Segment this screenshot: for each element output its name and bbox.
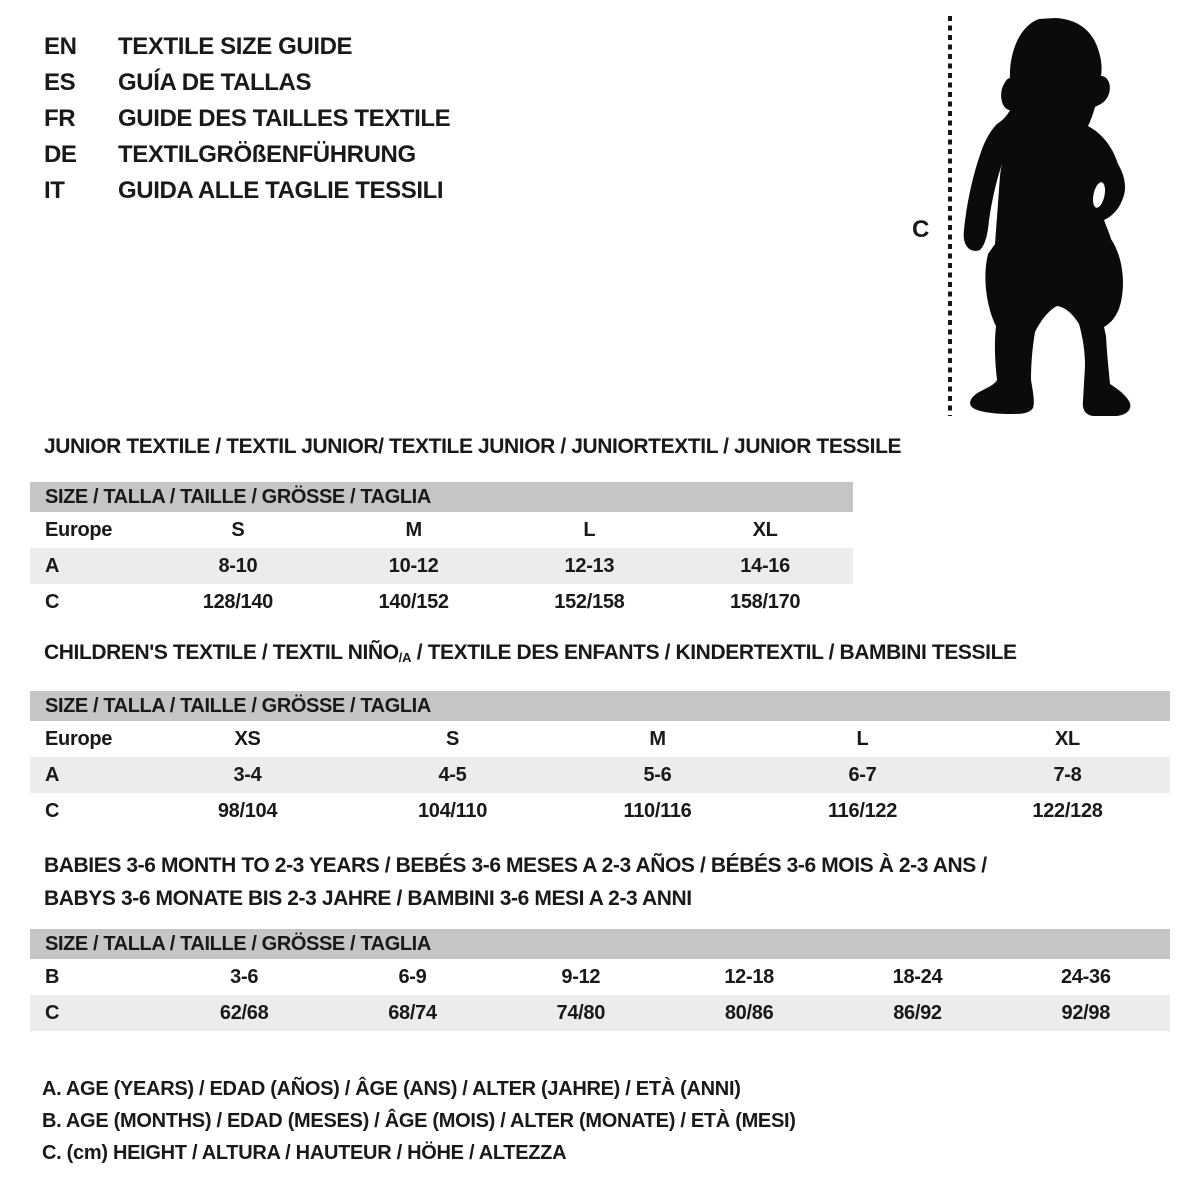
language-row — [44, 173, 450, 209]
table-row — [30, 959, 1170, 995]
size-cell: 24-36 — [1060, 965, 1111, 988]
language-code: FR — [44, 105, 76, 132]
table-row — [30, 584, 853, 620]
size-cell: 3-6 — [230, 965, 259, 988]
size-cell: 74/80 — [497, 995, 665, 1031]
size-cell: 80/86 — [665, 995, 833, 1031]
size-header-bar: SIZE / TALLA / TAILLE / GRÖSSE / TAGLIA — [30, 691, 1170, 721]
size-cell: 86/92 — [833, 995, 1001, 1031]
row-label-cell: B — [45, 965, 60, 988]
size-cell: 6-9 — [398, 965, 427, 988]
babies-title-line1: BABIES 3-6 MONTH TO 2-3 YEARS / BEBÉS 3-6 MESES A 2-3 AÑOS / BÉBÉS 3-6 MOIS À 2-3 ANS / — [44, 854, 987, 877]
height-measure-label: C — [912, 216, 929, 243]
size-cell: S — [445, 727, 460, 750]
junior-section-title: JUNIOR TEXTILE / TEXTIL JUNIOR/ TEXTILE JUNIOR / JUNIORTEXTIL / JUNIOR TESSILE — [44, 435, 902, 458]
row-label-cell: A — [30, 757, 145, 793]
size-cell: L — [583, 518, 596, 541]
language-row — [44, 101, 450, 137]
table-row — [30, 793, 1170, 829]
size-cell: XL — [1055, 727, 1080, 750]
size-cell: 9-12 — [561, 965, 601, 988]
size-cell: 62/68 — [160, 995, 328, 1031]
language-list — [44, 29, 450, 209]
children-size-table — [30, 691, 1170, 829]
children-title-text: / TEXTILE DES ENFANTS / KINDERTEXTIL / BAMBINI TESSILE — [411, 641, 1017, 664]
size-cell: 12-13 — [502, 548, 678, 584]
row-label-cell: C — [30, 995, 160, 1031]
size-cell: 128/140 — [202, 590, 273, 613]
size-cell: 98/104 — [217, 799, 278, 822]
row-label-cell: C — [45, 590, 60, 613]
size-cell: 116/122 — [827, 799, 898, 822]
size-cell: 152/158 — [554, 590, 625, 613]
size-cell: 12-18 — [724, 965, 774, 988]
size-cell: M — [649, 727, 666, 750]
table-row — [30, 721, 1170, 757]
language-row — [44, 137, 450, 173]
language-row — [44, 65, 450, 101]
size-cell: 110/116 — [623, 799, 692, 822]
babies-size-table — [30, 929, 1170, 1031]
size-cell: 6-7 — [760, 757, 965, 793]
junior-size-table — [30, 482, 853, 620]
row-label-cell: Europe — [45, 518, 113, 541]
children-title-subscript: /A — [398, 650, 412, 665]
size-cell: XL — [752, 518, 778, 541]
children-section-title — [44, 641, 1017, 667]
table-header-row — [30, 482, 853, 512]
size-cell: S — [231, 518, 245, 541]
size-cell: 68/74 — [328, 995, 496, 1031]
legend-line-b: B. AGE (MONTHS) / EDAD (MESES) / ÂGE (MOIS) / ALTER (MONATE) / ETÀ (MESI) — [42, 1110, 796, 1132]
size-cell: M — [405, 518, 422, 541]
table-row — [30, 757, 1170, 793]
size-cell: L — [856, 727, 869, 750]
table-row — [30, 512, 853, 548]
size-cell: 122/128 — [1032, 799, 1103, 822]
size-cell: 14-16 — [677, 548, 853, 584]
size-cell: 4-5 — [350, 757, 555, 793]
size-cell: XS — [234, 727, 261, 750]
size-cell: 3-4 — [145, 757, 350, 793]
babies-title-line2: BABYS 3-6 MONATE BIS 2-3 JAHRE / BAMBINI 3-6 MESI A 2-3 ANNI — [44, 887, 692, 910]
babies-section-title — [44, 849, 987, 915]
size-cell: 7-8 — [965, 757, 1170, 793]
row-label-cell: Europe — [45, 727, 113, 750]
language-label: TEXTILE SIZE GUIDE — [118, 33, 353, 60]
height-measure-dashed-line — [948, 16, 952, 416]
size-cell: 5-6 — [555, 757, 760, 793]
language-code: EN — [44, 33, 77, 60]
language-label: GUÍA DE TALLAS — [118, 69, 312, 96]
row-label-cell: A — [30, 548, 150, 584]
size-cell: 92/98 — [1002, 995, 1170, 1031]
table-header-row — [30, 929, 1170, 959]
size-cell: 18-24 — [892, 965, 943, 988]
size-cell: 8-10 — [150, 548, 326, 584]
language-row — [44, 29, 450, 65]
table-row — [30, 548, 853, 584]
size-cell: 140/152 — [378, 590, 449, 613]
row-label-cell: C — [45, 799, 60, 822]
size-header-bar: SIZE / TALLA / TAILLE / GRÖSSE / TAGLIA — [30, 929, 1170, 959]
legend-line-a: A. AGE (YEARS) / EDAD (AÑOS) / ÂGE (ANS) / ALTER (JAHRE) / ETÀ (ANNI) — [42, 1078, 741, 1100]
language-label: TEXTILGRÖßENFÜHRUNG — [118, 141, 416, 168]
language-code: IT — [44, 177, 65, 204]
size-cell: 158/170 — [730, 590, 801, 613]
table-header-row — [30, 691, 1170, 721]
table-row — [30, 995, 1170, 1031]
language-code: DE — [44, 141, 77, 168]
language-label: GUIDE DES TAILLES TEXTILE — [118, 105, 451, 132]
language-label: GUIDA ALLE TAGLIE TESSILI — [118, 177, 444, 204]
size-cell: 10-12 — [326, 548, 502, 584]
legend-line-c: C. (cm) HEIGHT / ALTURA / HAUTEUR / HÖHE / ALTEZZA — [42, 1142, 567, 1164]
language-code: ES — [44, 69, 76, 96]
size-cell: 104/110 — [417, 799, 488, 822]
children-title-text: CHILDREN'S TEXTILE / TEXTIL NIÑO — [44, 641, 399, 664]
baby-silhouette — [955, 14, 1140, 419]
measurement-legend — [42, 1073, 796, 1169]
size-header-bar: SIZE / TALLA / TAILLE / GRÖSSE / TAGLIA — [30, 482, 853, 512]
